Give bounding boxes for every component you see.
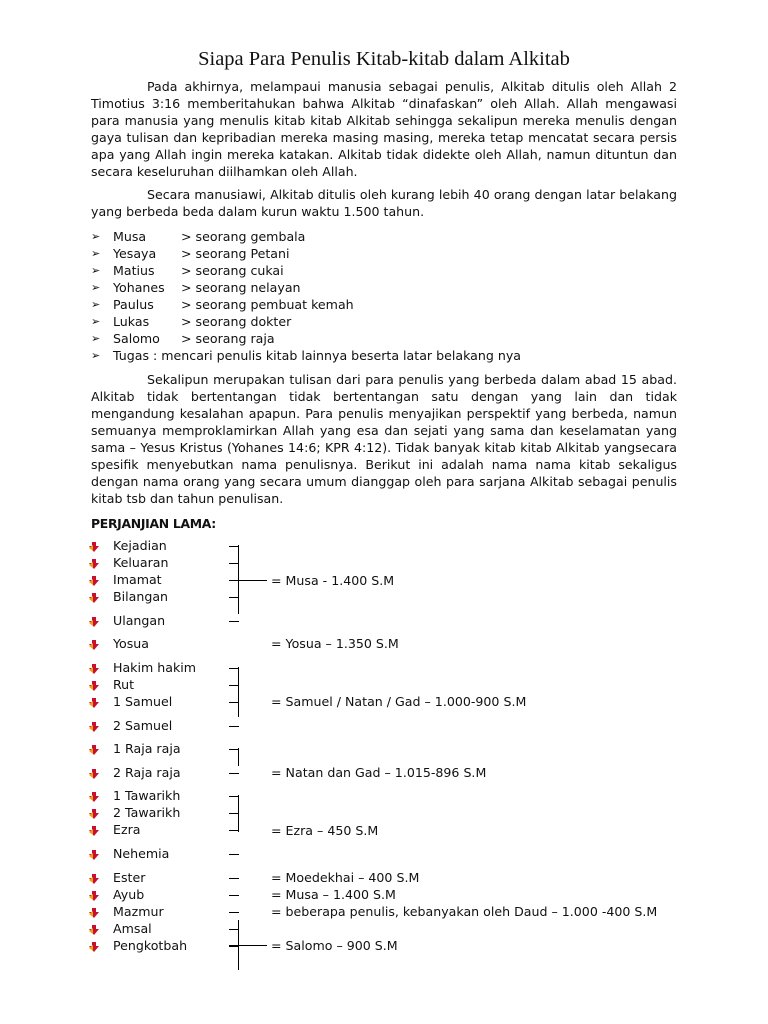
- book-row: [89, 903, 164, 920]
- writer-role: > seorang pembuat kemah: [181, 297, 354, 312]
- arrow-down-left-icon: [89, 575, 103, 587]
- book-row: [89, 554, 168, 571]
- arrow-down-left-icon: [89, 768, 103, 780]
- writer-name: Paulus: [113, 297, 154, 312]
- arrow-icon: ➢: [91, 264, 101, 277]
- writer-name: Matius: [113, 263, 155, 278]
- arrow-icon: ➢: [91, 230, 101, 243]
- human-authors-paragraph: Secara manusiawi, Alkitab ditulis oleh kurang lebih 40 orang dengan latar belakang yang berbeda beda dalam kurun waktu 1.500 tahun.: [91, 187, 677, 219]
- book-name: 1 Samuel: [113, 694, 173, 709]
- book-dash: [229, 726, 239, 727]
- writer-role: > seorang dokter: [181, 314, 292, 329]
- book-dash: [229, 912, 239, 913]
- book-name: 2 Tawarikh: [113, 805, 181, 820]
- author-musa: = Musa - 1.400 S.M: [271, 573, 395, 588]
- writer-name: Lukas: [113, 314, 150, 329]
- book-row: [89, 571, 162, 588]
- bracket-line: [229, 945, 267, 946]
- arrow-down-left-icon: [89, 697, 103, 709]
- book-row: [89, 787, 180, 804]
- book-name: Bilangan: [113, 589, 169, 604]
- arrow-down-left-icon: [89, 558, 103, 570]
- arrow-down-left-icon: [89, 663, 103, 675]
- arrow-down-left-icon: [89, 541, 103, 553]
- book-name: Ezra: [113, 822, 141, 837]
- book-row: [89, 693, 172, 710]
- book-row: [89, 588, 168, 605]
- book-name: Yosua: [113, 636, 149, 651]
- arrow-down-left-icon: [89, 890, 103, 902]
- book-row: [89, 764, 181, 781]
- arrow-down-left-icon: [89, 907, 103, 919]
- book-name: 1 Tawarikh: [113, 788, 181, 803]
- arrow-icon: ➢: [91, 298, 101, 311]
- writer-role: > seorang gembala: [181, 229, 306, 244]
- book-name: Rut: [113, 677, 135, 692]
- arrow-icon: ➢: [91, 247, 101, 260]
- book-row: [89, 537, 167, 554]
- book-row: [89, 821, 140, 838]
- bracket-line: [238, 920, 239, 970]
- book-name: Amsal: [113, 921, 152, 936]
- task-text: Tugas : mencari penulis kitab lainnya beserta latar belakang nya: [113, 348, 521, 363]
- author-salomo: = Salomo – 900 S.M: [271, 938, 398, 953]
- book-row: [89, 635, 149, 652]
- arrow-down-left-icon: [89, 941, 103, 953]
- book-name: 1 Raja raja: [113, 741, 181, 756]
- book-row: [89, 740, 181, 757]
- author-moedekhai: = Moedekhai – 400 S.M: [271, 870, 420, 885]
- book-name: Pengkotbah: [113, 938, 188, 953]
- book-name: Hakim hakim: [113, 660, 197, 675]
- arrow-down-left-icon: [89, 721, 103, 733]
- arrow-icon: ➢: [91, 332, 101, 345]
- book-name: Nehemia: [113, 846, 170, 861]
- author-samuel: = Samuel / Natan / Gad – 1.000-900 S.M: [271, 694, 527, 709]
- author-natan-gad: = Natan dan Gad – 1.015-896 S.M: [271, 765, 487, 780]
- book-row: [89, 659, 196, 676]
- arrow-down-left-icon: [89, 639, 103, 651]
- arrow-down-left-icon: [89, 849, 103, 861]
- arrow-down-left-icon: [89, 808, 103, 820]
- writer-name: Salomo: [113, 331, 160, 346]
- book-row: [89, 845, 169, 862]
- writer-role: > seorang Petani: [181, 246, 290, 261]
- book-name: 2 Raja raja: [113, 765, 181, 780]
- arrow-down-left-icon: [89, 744, 103, 756]
- book-name: Mazmur: [113, 904, 164, 919]
- section-heading: PERJANJIAN LAMA:: [91, 516, 216, 531]
- arrow-icon: ➢: [91, 281, 101, 294]
- arrow-icon: ➢: [91, 349, 101, 362]
- bracket-line: [238, 795, 239, 832]
- book-row: [89, 676, 134, 693]
- author-ezra: = Ezra – 450 S.M: [271, 823, 379, 838]
- authorship-paragraph: Sekalipun merupakan tulisan dari para penulis yang berbeda dalam abad 15 abad. Alkitab tidak bertentangan tidak bertentangan satu dengan yang lain dan tidak mengandung kesalahan apapun. Para penulis menyajikan perspektif yang berbeda, namun semuanya memproklamirkan Allah yang esa dan sejati yang sama dan keselamatan yang sama – Yesus Kristus (Yohanes 14:6; KPR 4:12). Tidak banyak kitab kitab Alkitab yangsecara spesifik menyebutkan nama penulisnya. Berikut ini adalah nama nama kitab sekaligus dengan nama orang yang secara umum dianggap oleh para sarjana Alkitab sebagai penulis kitab tsb dan tahun penulisan.: [91, 372, 677, 506]
- book-name: Kejadian: [113, 538, 167, 553]
- writer-name: Yohanes: [113, 280, 165, 295]
- arrow-down-left-icon: [89, 680, 103, 692]
- book-dash: [229, 895, 239, 896]
- arrow-down-left-icon: [89, 616, 103, 628]
- arrow-down-left-icon: [89, 592, 103, 604]
- book-name: Ayub: [113, 887, 145, 902]
- book-row: [89, 804, 180, 821]
- book-name: 2 Samuel: [113, 718, 173, 733]
- bracket-line: [238, 748, 239, 766]
- book-row: [89, 612, 165, 629]
- book-row: [89, 869, 145, 886]
- author-daud: = beberapa penulis, kebanyakan oleh Daud – 1.000 -400 S.M: [271, 904, 658, 919]
- writer-name: Yesaya: [113, 246, 157, 261]
- book-dash: [229, 854, 239, 855]
- author-yosua: = Yosua – 1.350 S.M: [271, 636, 399, 651]
- writer-role: > seorang raja: [181, 331, 275, 346]
- arrow-icon: ➢: [91, 315, 101, 328]
- intro-paragraph: Pada akhirnya, melampaui manusia sebagai penulis, Alkitab ditulis oleh Allah 2 Timotius 3:16 memberitahukan bahwa Alkitab “dinafaskan” oleh Allah. Allah mengawasi para manusia yang menulis kitab kitab Alkitab sehingga sekalipun mereka menulis dengan gaya tulisan dan kepribadian mereka masing masing, mereka tetap mencatat secara persis apa yang Allah ingin mereka katakan. Alkitab tidak didekte oleh Allah, namun dituntun dan secara keseluruhan diilhamkan oleh Allah.: [91, 79, 677, 179]
- writer-role: > seorang cukai: [181, 263, 284, 278]
- page-title: Siapa Para Penulis Kitab-kitab dalam Alkitab: [198, 48, 570, 70]
- arrow-down-left-icon: [89, 791, 103, 803]
- book-dash: [229, 878, 239, 879]
- bracket-line: [238, 667, 239, 717]
- book-row: [89, 937, 187, 954]
- book-row: [89, 717, 172, 734]
- arrow-down-left-icon: [89, 873, 103, 885]
- writer-name: Musa: [113, 229, 147, 244]
- book-name: Imamat: [113, 572, 162, 587]
- arrow-down-left-icon: [89, 825, 103, 837]
- book-row: [89, 920, 152, 937]
- author-musa-ayub: = Musa – 1.400 S.M: [271, 887, 396, 902]
- book-dash: [229, 773, 239, 774]
- book-name: Keluaran: [113, 555, 169, 570]
- bracket-line: [229, 580, 267, 581]
- book-row: [89, 886, 144, 903]
- book-name: Ulangan: [113, 613, 166, 628]
- writer-role: > seorang nelayan: [181, 280, 301, 295]
- book-name: Ester: [113, 870, 146, 885]
- book-dash: [229, 621, 239, 622]
- arrow-down-left-icon: [89, 924, 103, 936]
